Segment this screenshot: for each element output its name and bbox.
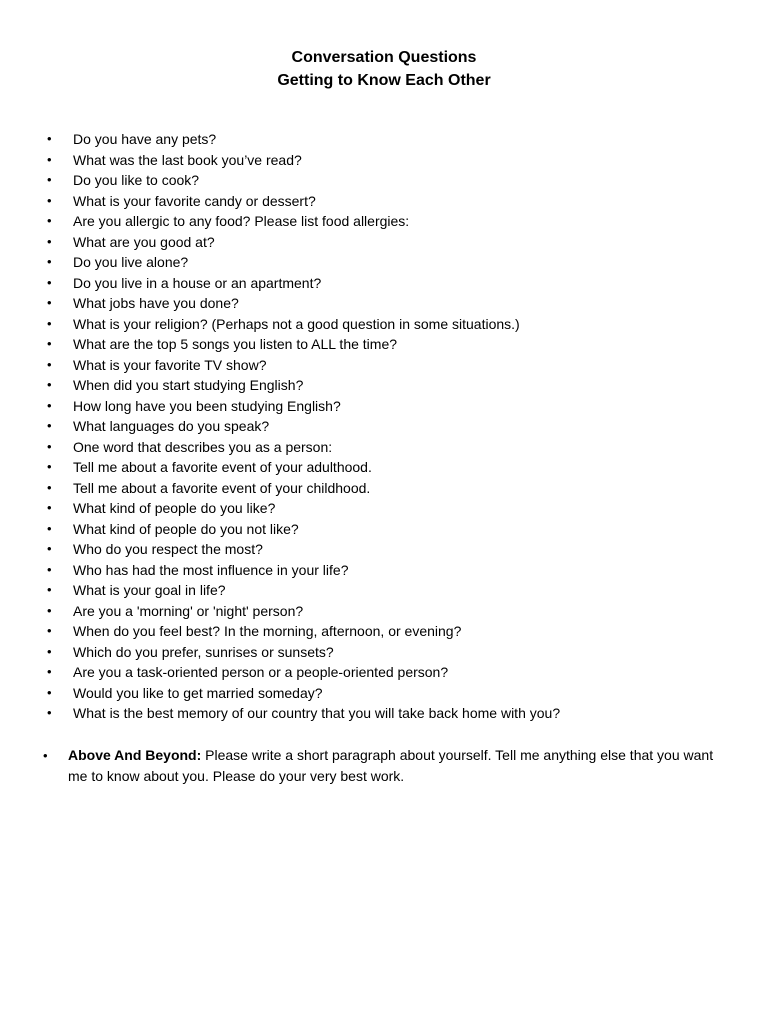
question-text: What languages do you speak? <box>73 418 270 434</box>
question-text: When do you feel best? In the morning, afternoon, or evening? <box>73 623 462 639</box>
bullet-icon: • <box>47 336 52 351</box>
bullet-icon: • <box>47 418 52 433</box>
question-text: Do you live in a house or an apartment? <box>73 274 322 291</box>
question-text: What is your favorite TV show? <box>73 356 267 373</box>
bullet-icon: • <box>47 459 52 474</box>
question-text: Which do you prefer, sunrises or sunsets? <box>73 643 334 660</box>
question-text: Tell me about a favorite event of your childhood. <box>73 479 371 496</box>
question-text: One word that describes you as a person: <box>73 438 333 455</box>
document-subtitle: Getting to Know Each Other <box>277 72 491 89</box>
bullet-icon: • <box>47 664 52 679</box>
bullet-icon: • <box>47 274 52 290</box>
question-text: When did you start studying English? <box>73 377 304 393</box>
bullet-icon: • <box>47 254 52 269</box>
bullet-icon: • <box>47 684 52 700</box>
bullet-icon: • <box>47 233 52 249</box>
bullet-icon: • <box>47 438 52 454</box>
question-text: What is your goal in life? <box>73 582 226 598</box>
question-text: What kind of people do you like? <box>73 500 276 516</box>
bullet-icon: • <box>47 643 52 659</box>
bullet-icon: • <box>47 479 52 495</box>
bullet-icon: • <box>47 397 52 413</box>
bullet-icon: • <box>47 520 52 536</box>
bullet-icon: • <box>47 315 52 331</box>
question-text: Do you like to cook? <box>73 172 200 188</box>
bullet-icon: • <box>47 172 52 187</box>
bullet-icon: • <box>47 582 52 597</box>
above-and-beyond-text: Please write a short paragraph about yourself. Tell me anything else that you want me to know about you. Please do your very best work. <box>68 747 714 784</box>
question-text: What are the top 5 songs you listen to ALL the time? <box>73 336 398 352</box>
question-text: Who has had the most influence in your life? <box>73 561 349 578</box>
question-text: What kind of people do you not like? <box>73 520 299 537</box>
above-and-beyond-paragraph <box>68 745 728 787</box>
bullet-icon: • <box>47 192 52 208</box>
question-text: What is your religion? (Perhaps not a good question in some situations.) <box>73 315 520 332</box>
question-text: What was the last book you’ve read? <box>73 151 302 168</box>
question-text: Are you allergic to any food? Please list food allergies: <box>73 213 410 229</box>
above-and-beyond-label: Above And Beyond: <box>68 747 202 763</box>
question-text: Are you a 'morning' or 'night' person? <box>73 602 304 619</box>
question-text: What is the best memory of our country that you will take back home with you? <box>73 705 561 721</box>
bullet-icon: • <box>47 602 52 618</box>
bullet-icon: • <box>47 623 52 638</box>
question-text: What are you good at? <box>73 233 215 250</box>
bullet-icon: • <box>43 748 48 763</box>
bullet-icon: • <box>47 377 52 392</box>
bullet-icon: • <box>47 295 52 310</box>
title-block <box>0 46 768 92</box>
question-text: What is your favorite candy or dessert? <box>73 192 316 209</box>
question-text: Who do you respect the most? <box>73 541 263 557</box>
bullet-icon: • <box>47 213 52 228</box>
question-text: Would you like to get married someday? <box>73 684 323 701</box>
question-text: Are you a task-oriented person or a people-oriented person? <box>73 664 449 680</box>
question-text: How long have you been studying English? <box>73 397 341 414</box>
bullet-icon: • <box>47 500 52 515</box>
bullet-icon: • <box>47 561 52 577</box>
bullet-icon: • <box>47 705 52 720</box>
question-text: Do you live alone? <box>73 254 189 270</box>
question-text: What jobs have you done? <box>73 295 239 311</box>
document-title: Conversation Questions <box>291 49 477 66</box>
bullet-icon: • <box>47 356 52 372</box>
bullet-icon: • <box>47 541 52 556</box>
bullet-icon: • <box>47 131 52 146</box>
question-text: Tell me about a favorite event of your adulthood. <box>73 459 372 475</box>
question-text: Do you have any pets? <box>73 131 217 147</box>
bullet-icon: • <box>47 151 52 167</box>
